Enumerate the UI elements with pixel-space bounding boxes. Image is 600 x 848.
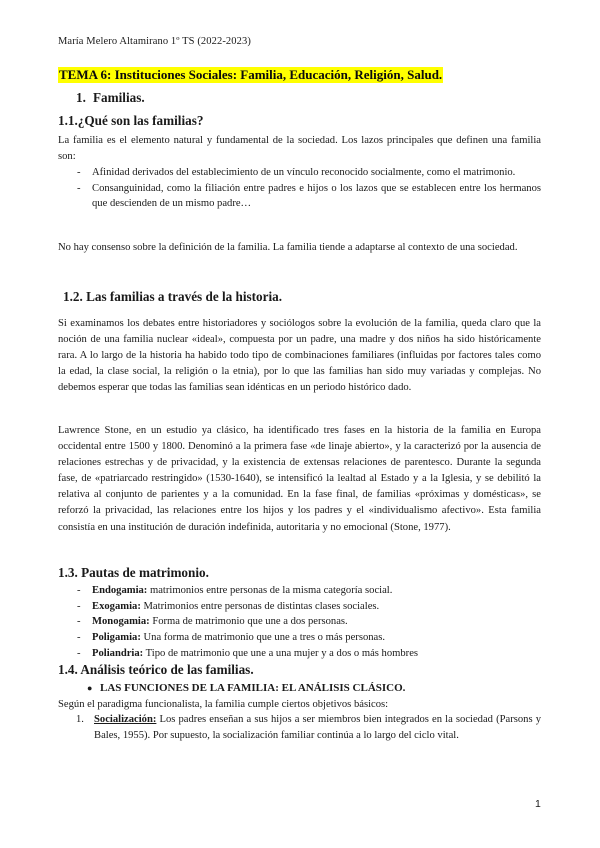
list-item-text: Los padres enseñan a sus hijos a ser miembros bien integrados en la sociedad (Parsons y Bales, 1955). Por supuesto, la socialización familiar continúa a lo largo del ciclo vital. <box>94 714 541 741</box>
definition-text: Forma de matrimonio que une a dos personas. <box>149 616 348 628</box>
term-endogamia: Endogamia: <box>92 585 148 596</box>
bullet-marker: - <box>77 585 81 596</box>
term-socializacion: Socialización: <box>94 714 157 725</box>
section-label: Familias. <box>93 90 145 105</box>
paragraph-debates-historiadores: Si examinamos los debates entre historiadores y sociólogos sobre la evolución de la familia, queda claro que la noción de una familia nuclear «ideal», compuesta por un padre, una madre y dos niños ha sido históricamente rara. A lo largo de la historia ha habido todo tipo de combinaciones familiares (influidas por factores tales como la edad, la clase social, la religión o la etnia), por lo que las familias han sido muy variadas y complejas. No debemos esperar que todas las familias sean idénticas en un periodo histórico dado. <box>58 318 541 394</box>
heading-historia: 1.2. Las familias a través de la historia. <box>63 289 283 304</box>
bullet-marker: - <box>77 182 81 194</box>
definition-text: Una forma de matrimonio que une a tres o más personas. <box>140 632 386 644</box>
bullet-marker: - <box>77 632 81 644</box>
term-monogamia: Monogamia: <box>92 616 150 628</box>
list-item <box>58 165 541 181</box>
heading-analisis-teorico: 1.4. Análisis teórico de las familias. <box>58 662 254 677</box>
section-heading-familias <box>76 90 145 106</box>
list-number: 1. <box>76 714 84 725</box>
paragraph-lawrence-stone: Lawrence Stone, en un estudio ya clásico, ha identificado tres fases en la historia de la familia en Europa occidental entre 1500 y 1800. Denominó a la primera fase «de linaje abierto», y la caracterizó por la ausencia de relaciones estrechas y de privacidad, y la existencia de extensas relaciones de parentesco. Durante la segunda fase, de «patriarcado restringido» (1530-1640), se intensificó la lealtad al Estado y a la Iglesia, y se debilitó la relativa al conjunto de parientes y a la comunidad. En la fase final, de familias «próximas y domésticas», se reforzó la privacidad, las relaciones entre los hijos y los padres y el «individualismo afectivo». Esta familia consistía en una institución de duración indefinida, autoritaria y no emocional (Stone, 1977). <box>58 425 541 533</box>
subheading-text: LAS FUNCIONES DE LA FAMILIA: EL ANÁLISIS CLÁSICO. <box>100 682 406 694</box>
dot-bullet-icon: ● <box>87 683 93 693</box>
page-number: 1 <box>535 798 541 810</box>
bullet-list-lazos <box>58 165 541 212</box>
definition-text: Tipo de matrimonio que une a una mujer y a dos o más hombres <box>143 647 419 659</box>
heading-pautas-matrimonio: 1.3. Pautas de matrimonio. <box>58 565 209 580</box>
paragraph-paradigma-funcionalista: Según el paradigma funcionalista, la familia cumple ciertos objetivos básicos: <box>58 699 389 710</box>
page-header: María Melero Altamirano 1º TS (2022-2023) <box>58 36 251 47</box>
section-number: 1. <box>76 90 86 105</box>
term-exogamia: Exogamia: <box>92 600 141 612</box>
list-item-text: Afinidad derivados del establecimiento de un vínculo reconocido socialmente, como el matrimonio. <box>92 167 516 178</box>
bullet-marker: - <box>77 647 81 659</box>
heading-que-son-familias: 1.1.¿Qué son las familias? <box>58 113 204 128</box>
document-title: TEMA 6: Instituciones Sociales: Familia, Educación, Religión, Salud. <box>59 67 443 82</box>
list-item <box>58 583 541 599</box>
numbered-list-funciones <box>58 712 541 743</box>
bullet-marker: - <box>77 600 81 612</box>
definition-list-matrimonio <box>58 583 541 662</box>
list-item <box>58 646 541 662</box>
list-item <box>58 630 541 646</box>
list-item <box>58 614 541 630</box>
bullet-marker: - <box>77 167 81 178</box>
definition-text: Matrimonios entre personas de distintas clases sociales. <box>140 600 380 612</box>
paragraph-intro-familia: La familia es el elemento natural y fundamental de la sociedad. Los lazos principales que definen una familia son: <box>58 135 541 163</box>
term-poligamia: Poligamia: <box>92 632 141 644</box>
term-poliandria: Poliandria: <box>92 647 144 659</box>
list-item <box>58 181 541 212</box>
bullet-marker: - <box>77 616 81 628</box>
list-item <box>58 712 541 743</box>
definition-text: matrimonios entre personas de la misma categoría social. <box>147 585 393 596</box>
paragraph-no-consenso: No hay consenso sobre la definición de la familia. La familia tiende a adaptarse al contexto de una sociedad. <box>58 242 518 253</box>
list-item <box>58 599 541 615</box>
list-item-text: Consanguinidad, como la filiación entre padres e hijos o los lazos que se establecen entre los hermanos que descienden de un mismo padre… <box>92 182 541 210</box>
